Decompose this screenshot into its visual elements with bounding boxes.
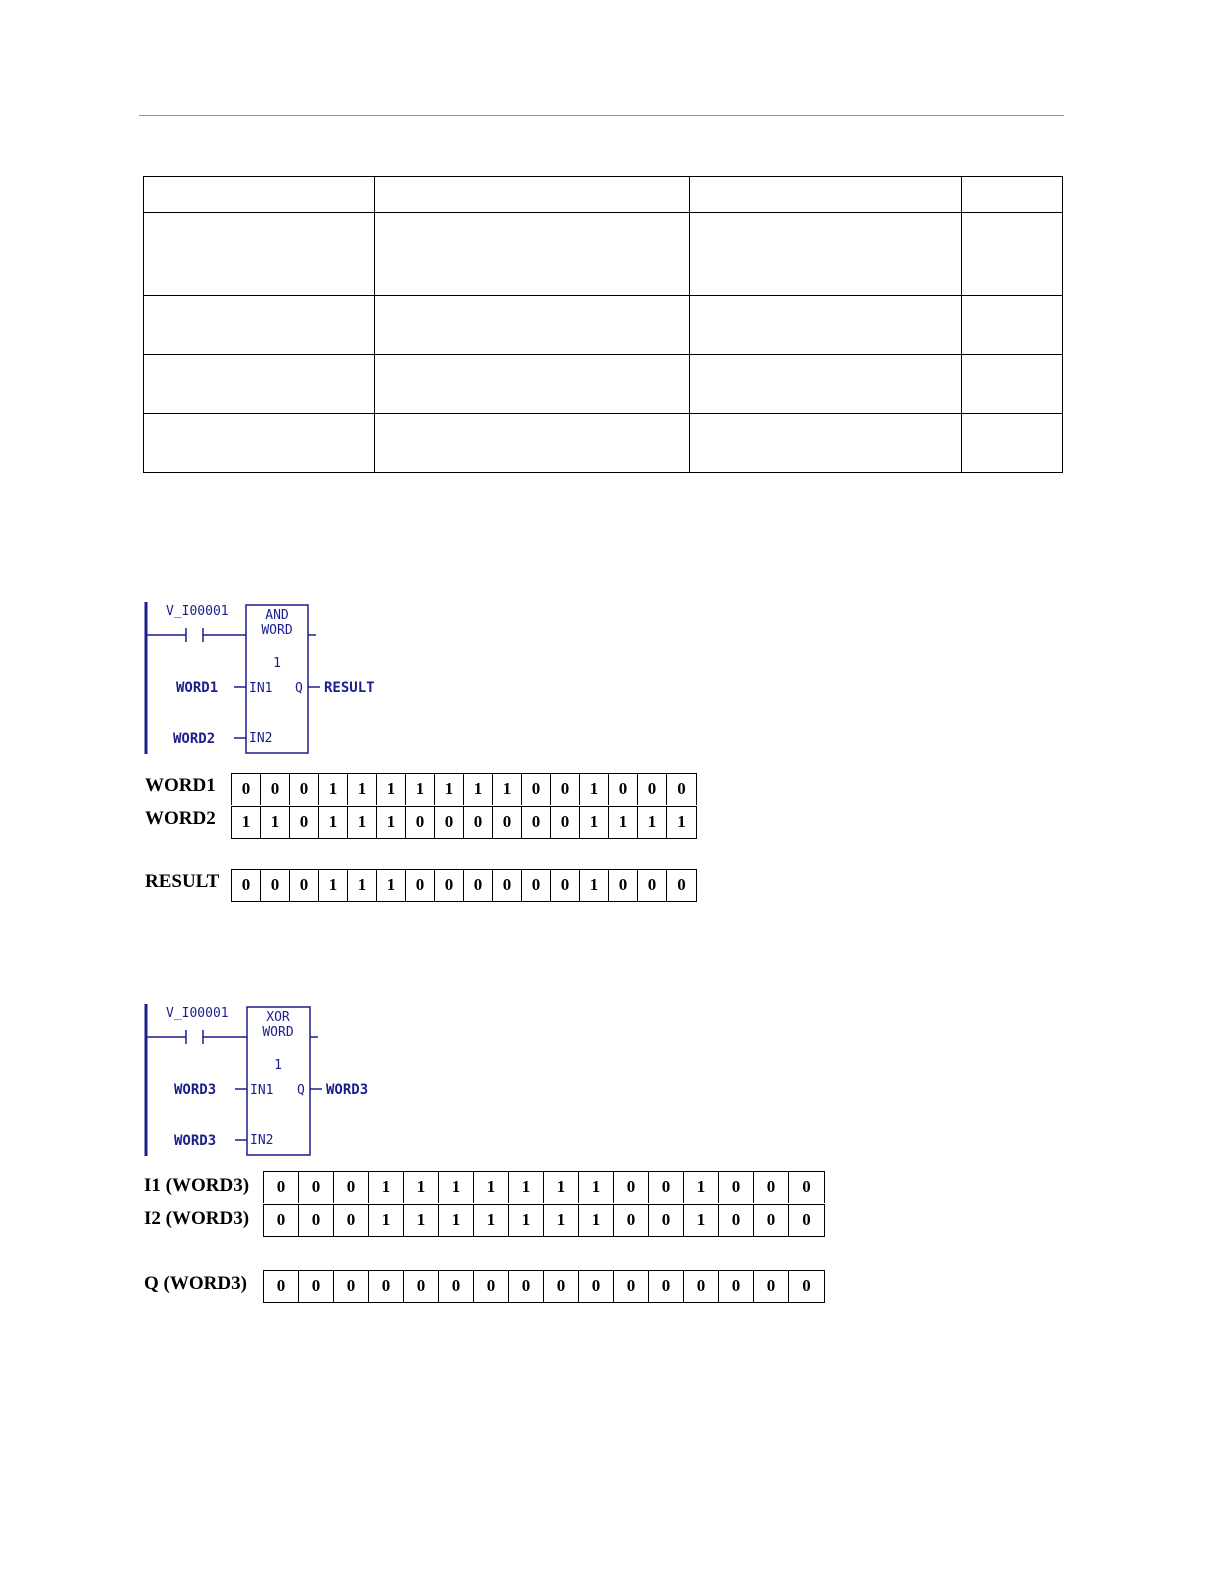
bit-cell: 1 bbox=[404, 1205, 439, 1236]
bit-cell: 0 bbox=[719, 1172, 754, 1203]
header-rule bbox=[139, 115, 1064, 116]
bit-cell: 0 bbox=[264, 1271, 299, 1302]
bit-row bbox=[231, 869, 697, 902]
bit-cell: 0 bbox=[754, 1205, 789, 1236]
bit-cell: 1 bbox=[580, 807, 609, 838]
bit-cell: 0 bbox=[474, 1271, 509, 1302]
bit-cell: 0 bbox=[754, 1271, 789, 1302]
bit-row bbox=[263, 1270, 825, 1303]
table-cell bbox=[962, 355, 1063, 414]
table-row bbox=[144, 177, 1063, 213]
table-cell bbox=[962, 213, 1063, 296]
bit-cell: 1 bbox=[474, 1172, 509, 1203]
bit-cell: 1 bbox=[377, 774, 406, 805]
bit-cell: 0 bbox=[638, 870, 667, 901]
contact-label: V_I00001 bbox=[166, 604, 229, 619]
bit-cell: 1 bbox=[493, 774, 522, 805]
bit-cell: 1 bbox=[369, 1172, 404, 1203]
table-cell bbox=[375, 414, 690, 473]
bit-cell: 0 bbox=[299, 1271, 334, 1302]
xor-word-ladder-diagram bbox=[140, 1002, 400, 1162]
bit-cell: 1 bbox=[348, 807, 377, 838]
q-operand: RESULT bbox=[324, 680, 375, 696]
bit-cell: 0 bbox=[614, 1172, 649, 1203]
bit-cell: 0 bbox=[649, 1271, 684, 1302]
bit-cell: 0 bbox=[544, 1271, 579, 1302]
table-row bbox=[144, 355, 1063, 414]
in1-pin: IN1 bbox=[249, 681, 273, 696]
table-cell bbox=[144, 414, 375, 473]
bit-cell: 0 bbox=[719, 1271, 754, 1302]
bit-row bbox=[231, 773, 697, 805]
bit-cell: 1 bbox=[377, 870, 406, 901]
and-word-ladder-diagram bbox=[140, 600, 400, 760]
bit-cell: 1 bbox=[439, 1172, 474, 1203]
table-cell bbox=[690, 414, 962, 473]
bit-cell: 0 bbox=[638, 774, 667, 805]
bit-cell: 1 bbox=[406, 774, 435, 805]
table-cell bbox=[144, 177, 375, 213]
bit-cell: 0 bbox=[522, 807, 551, 838]
in2-pin: IN2 bbox=[249, 731, 273, 746]
bit-cell: 0 bbox=[261, 774, 290, 805]
row-label: WORD1 bbox=[145, 775, 216, 796]
bit-cell: 0 bbox=[649, 1172, 684, 1203]
bit-cell: 0 bbox=[493, 870, 522, 901]
bit-cell: 1 bbox=[377, 807, 406, 838]
bit-cell: 1 bbox=[684, 1205, 719, 1236]
function-type: WORD bbox=[262, 1025, 294, 1040]
bit-cell: 0 bbox=[522, 870, 551, 901]
bit-cell: 0 bbox=[299, 1205, 334, 1236]
bit-cell: 1 bbox=[544, 1205, 579, 1236]
bit-cell: 0 bbox=[406, 807, 435, 838]
bit-cell: 0 bbox=[677, 875, 686, 894]
bit-cell: 0 bbox=[464, 807, 493, 838]
bit-cell: 0 bbox=[522, 774, 551, 805]
bit-cell: 1 bbox=[261, 807, 290, 838]
table-cell bbox=[962, 177, 1063, 213]
bit-cell: 0 bbox=[290, 807, 319, 838]
table-cell bbox=[375, 355, 690, 414]
bit-cell: 1 bbox=[579, 1172, 614, 1203]
bit-cell: 0 bbox=[551, 870, 580, 901]
bit-cell: 1 bbox=[232, 807, 261, 838]
in2-operand: WORD2 bbox=[173, 731, 216, 747]
bit-cell: 0 bbox=[435, 807, 464, 838]
table-cell bbox=[375, 213, 690, 296]
bit-cell: 0 bbox=[261, 870, 290, 901]
length-value: 1 bbox=[274, 1058, 282, 1073]
bit-cell: 0 bbox=[509, 1271, 544, 1302]
table-row bbox=[144, 296, 1063, 355]
bit-cell: 0 bbox=[334, 1205, 369, 1236]
bit-cell: 1 bbox=[544, 1172, 579, 1203]
row-label: Q (WORD3) bbox=[144, 1273, 247, 1294]
contact-label: V_I00001 bbox=[166, 1006, 229, 1021]
bit-cell: 0 bbox=[609, 870, 638, 901]
parameter-table bbox=[143, 176, 1063, 473]
in2-operand: WORD3 bbox=[174, 1133, 217, 1149]
bit-row bbox=[231, 806, 697, 839]
bit-cell: 0 bbox=[232, 774, 261, 805]
length-value: 1 bbox=[273, 656, 281, 671]
table-cell bbox=[690, 296, 962, 355]
bit-cell: 0 bbox=[290, 870, 319, 901]
table-cell bbox=[962, 296, 1063, 355]
bit-cell: 0 bbox=[802, 1177, 811, 1196]
table-row bbox=[144, 414, 1063, 473]
bit-cell: 0 bbox=[677, 779, 686, 798]
q-pin: Q bbox=[295, 681, 303, 696]
bit-cell: 1 bbox=[579, 1205, 614, 1236]
bit-cell: 1 bbox=[319, 870, 348, 901]
bit-cell: 1 bbox=[509, 1205, 544, 1236]
q-pin: Q bbox=[297, 1083, 305, 1098]
bit-cell: 0 bbox=[334, 1172, 369, 1203]
table-cell bbox=[144, 355, 375, 414]
bit-cell: 1 bbox=[404, 1172, 439, 1203]
table-cell bbox=[144, 296, 375, 355]
bit-cell: 1 bbox=[580, 774, 609, 805]
bit-cell: 1 bbox=[580, 870, 609, 901]
in1-pin: IN1 bbox=[250, 1083, 274, 1098]
bit-cell: 0 bbox=[439, 1271, 474, 1302]
bit-cell: 1 bbox=[474, 1205, 509, 1236]
bit-cell: 1 bbox=[319, 807, 348, 838]
table-cell bbox=[144, 213, 375, 296]
in1-operand: WORD3 bbox=[174, 1082, 217, 1098]
bit-cell: 1 bbox=[684, 1172, 719, 1203]
bit-cell: 1 bbox=[677, 812, 686, 831]
bit-cell: 0 bbox=[551, 774, 580, 805]
bit-cell: 0 bbox=[754, 1172, 789, 1203]
bit-cell: 1 bbox=[464, 774, 493, 805]
bit-cell: 0 bbox=[264, 1205, 299, 1236]
bit-cell: 0 bbox=[614, 1271, 649, 1302]
bit-cell: 0 bbox=[493, 807, 522, 838]
bit-cell: 1 bbox=[319, 774, 348, 805]
bit-cell: 0 bbox=[435, 870, 464, 901]
bit-cell: 1 bbox=[348, 774, 377, 805]
bit-cell: 0 bbox=[404, 1271, 439, 1302]
bit-cell: 0 bbox=[579, 1271, 614, 1302]
bit-cell: 1 bbox=[369, 1205, 404, 1236]
bit-cell: 0 bbox=[551, 807, 580, 838]
bit-cell: 1 bbox=[439, 1205, 474, 1236]
bit-cell: 1 bbox=[348, 870, 377, 901]
bit-cell: 0 bbox=[334, 1271, 369, 1302]
table-cell bbox=[690, 355, 962, 414]
table-cell bbox=[962, 414, 1063, 473]
table-cell bbox=[375, 177, 690, 213]
bit-cell: 0 bbox=[609, 774, 638, 805]
bit-cell: 0 bbox=[802, 1210, 811, 1229]
bit-cell: 0 bbox=[719, 1205, 754, 1236]
bit-cell: 0 bbox=[264, 1172, 299, 1203]
row-label: I2 (WORD3) bbox=[144, 1208, 250, 1229]
in1-operand: WORD1 bbox=[176, 680, 219, 696]
row-label: WORD2 bbox=[145, 808, 216, 829]
bit-cell: 1 bbox=[609, 807, 638, 838]
bit-cell: 0 bbox=[406, 870, 435, 901]
bit-row bbox=[263, 1204, 825, 1237]
table-cell bbox=[690, 213, 962, 296]
row-label: I1 (WORD3) bbox=[144, 1175, 250, 1196]
q-operand: WORD3 bbox=[326, 1082, 369, 1098]
bit-row bbox=[263, 1171, 825, 1203]
bit-cell: 0 bbox=[290, 774, 319, 805]
function-type: WORD bbox=[261, 623, 293, 638]
bit-cell: 0 bbox=[299, 1172, 334, 1203]
bit-cell: 0 bbox=[802, 1276, 811, 1295]
bit-cell: 0 bbox=[464, 870, 493, 901]
bit-cell: 0 bbox=[614, 1205, 649, 1236]
bit-cell: 0 bbox=[649, 1205, 684, 1236]
function-name: AND bbox=[265, 608, 289, 623]
table-cell bbox=[375, 296, 690, 355]
in2-pin: IN2 bbox=[250, 1133, 274, 1148]
table-cell bbox=[690, 177, 962, 213]
bit-cell: 0 bbox=[684, 1271, 719, 1302]
bit-cell: 0 bbox=[232, 870, 261, 901]
function-name: XOR bbox=[266, 1010, 290, 1025]
bit-cell: 1 bbox=[638, 807, 667, 838]
bit-cell: 0 bbox=[369, 1271, 404, 1302]
bit-cell: 1 bbox=[435, 774, 464, 805]
bit-cell: 1 bbox=[509, 1172, 544, 1203]
table-row bbox=[144, 213, 1063, 296]
row-label: RESULT bbox=[145, 871, 220, 892]
